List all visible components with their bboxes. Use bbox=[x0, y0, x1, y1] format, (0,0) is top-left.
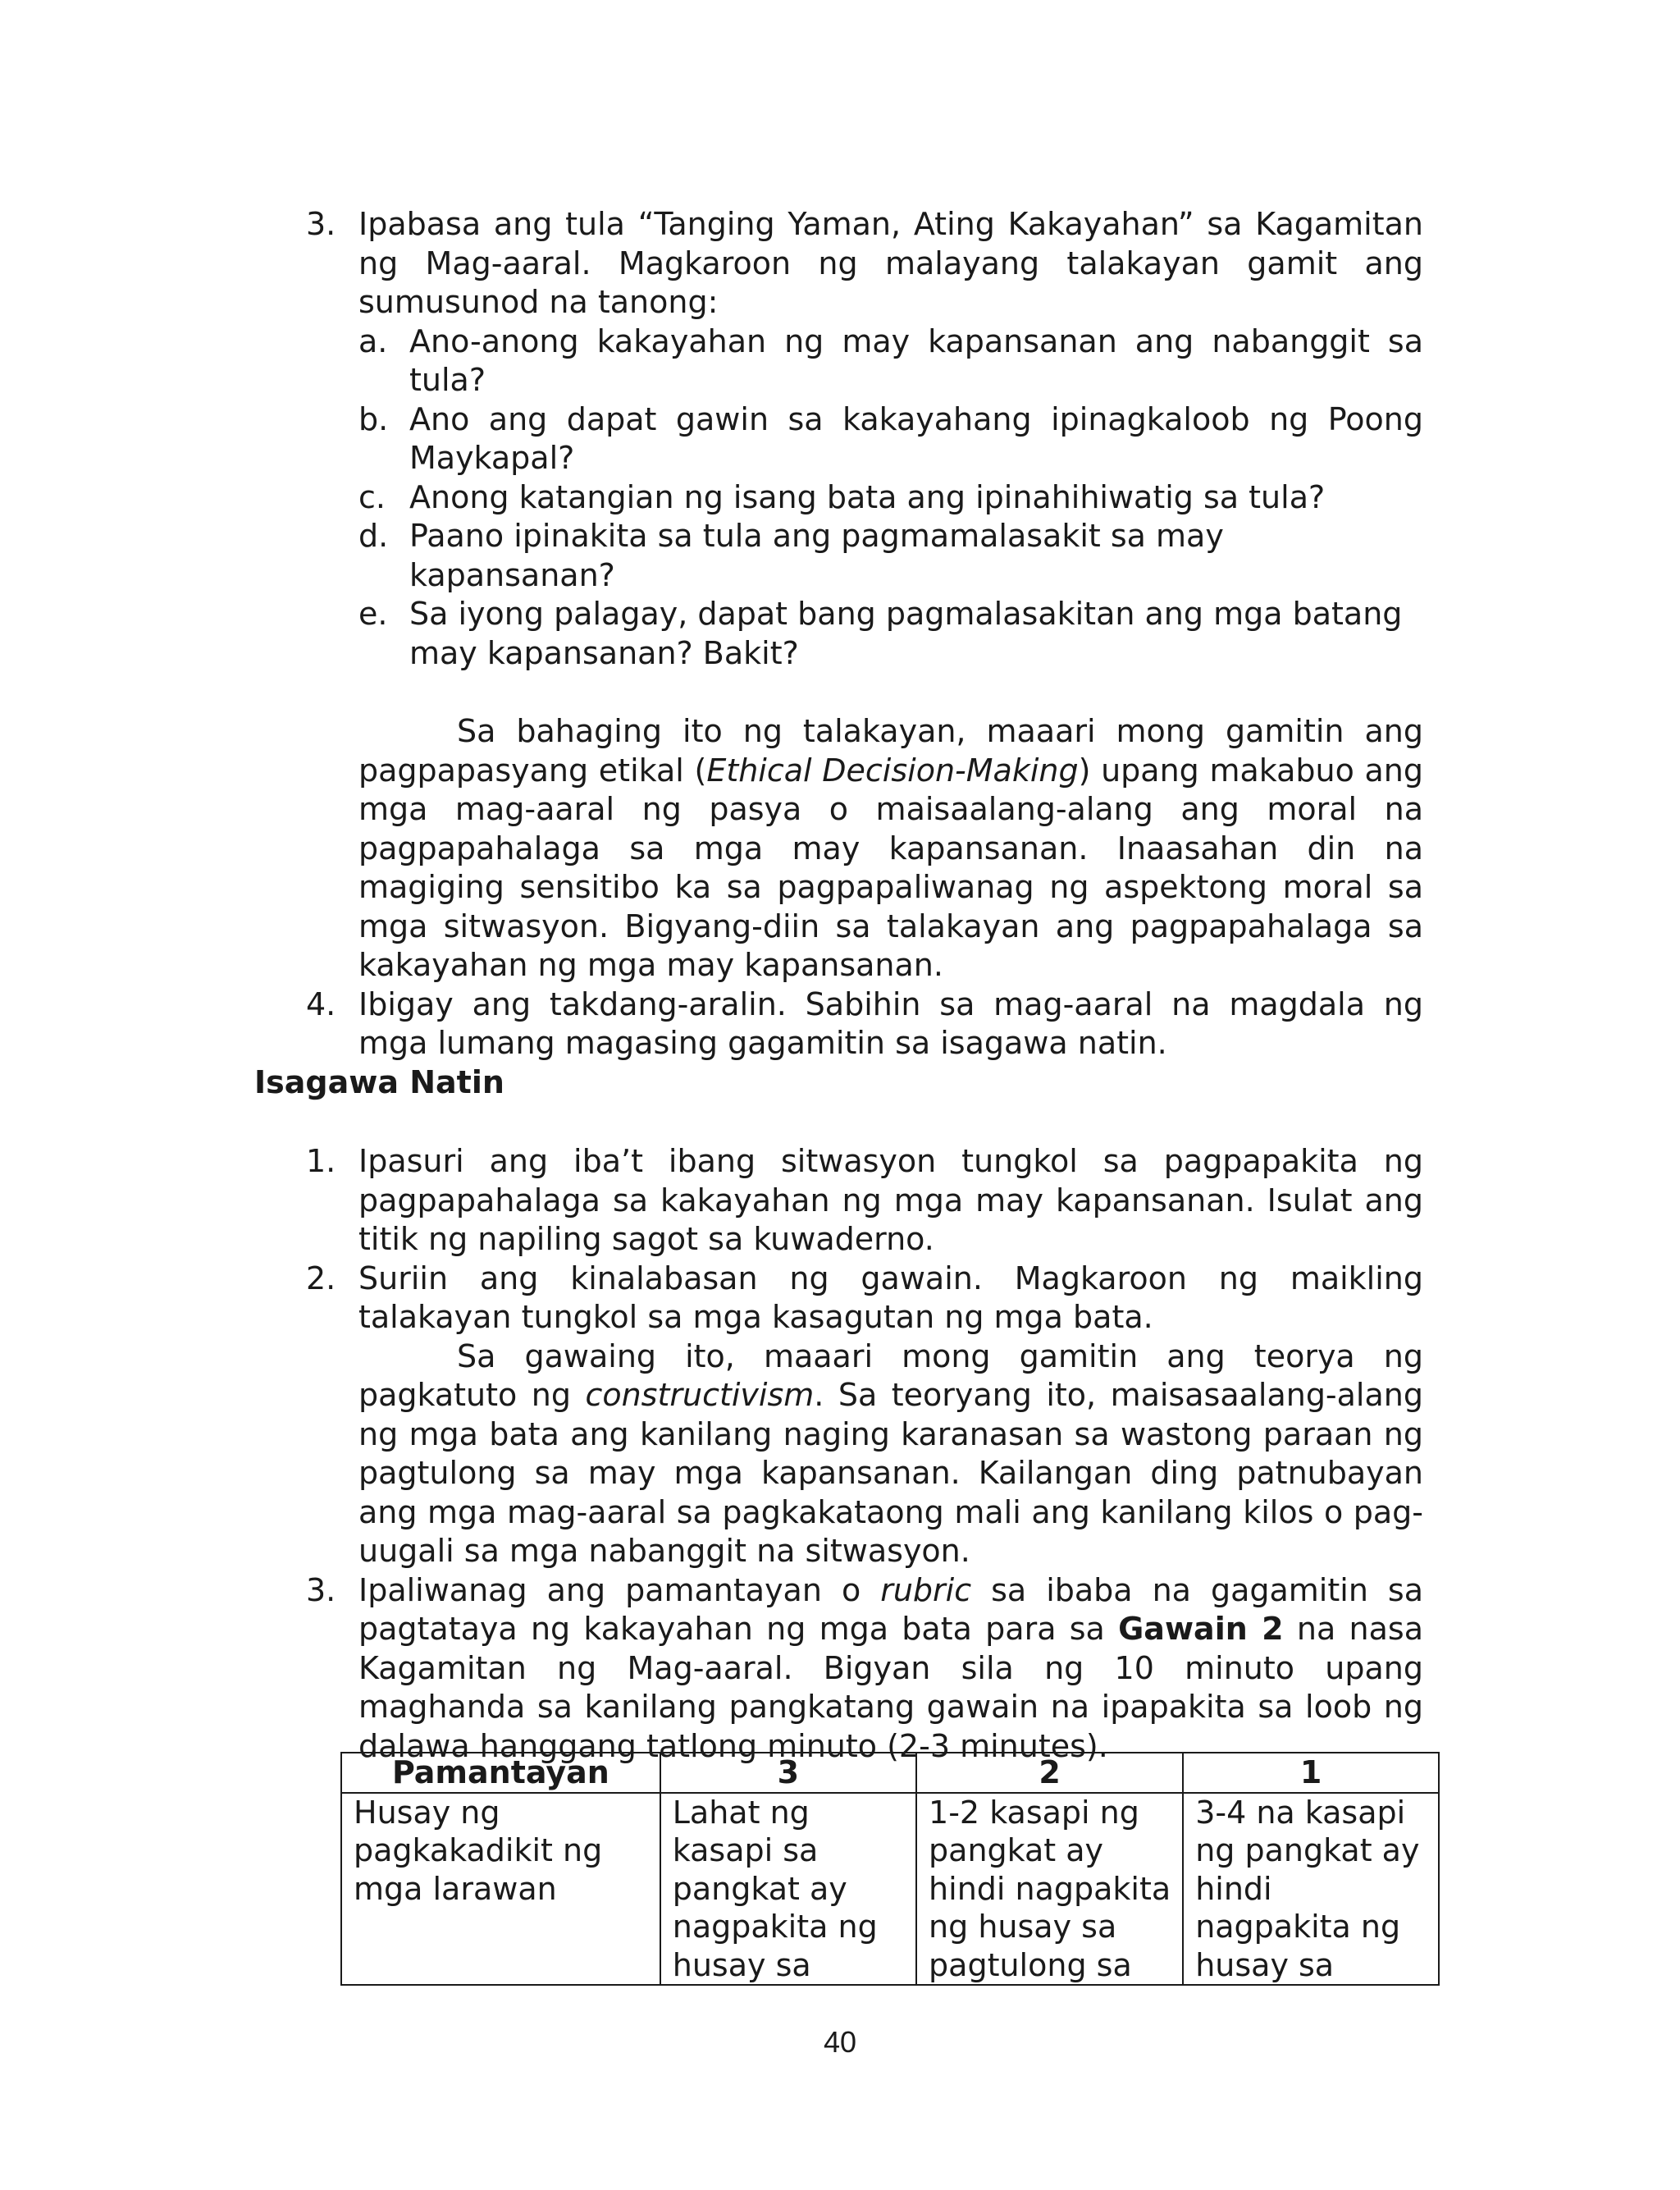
list-item-text: Suriin ang kinalabasan ng gawain. Magkaroon ng maikling talakayan tungkol sa mga kasagutan ng mga bata. bbox=[358, 1260, 1423, 1335]
table-cell-criterion: Husay ng pagkakadikit ng mga larawan bbox=[341, 1793, 660, 1986]
question-letter: e. bbox=[358, 596, 388, 632]
rubric-table bbox=[340, 1752, 1440, 1986]
discussion-paragraph: Sa bahaging ito ng talakayan, maaari mong gamitin ang pagpapasyang etikal (Ethical Decision-Making) upang makabuo ang mga mag-aaral ng pasya o maisaalang-alang ang moral na pagpapahalaga sa mga may kapansanan. Inaasahan din na magiging sensitibo ka sa pagpapaliwanag ng aspektong moral sa mga sitwasyon. Bigyang-diin sa talakayan ang pagpapahalaga sa kakayahan ng mga may kapansanan. bbox=[358, 713, 1424, 983]
list-item-text: Ipasuri ang iba’t ibang sitwasyon tungkol sa pagpapakita ng pagpapahalaga sa kakayahan ng mga may kapansanan. Isulat ang titik ng napiling sagot sa kuwaderno. bbox=[358, 1143, 1423, 1257]
list-number: 1. bbox=[306, 1143, 336, 1179]
table-cell-score-3: Lahat ng kasapi sa pangkat ay nagpakita ng husay sa bbox=[660, 1793, 916, 1986]
question-letter: b. bbox=[358, 400, 389, 437]
table-header-cell: 1 bbox=[1183, 1753, 1439, 1793]
list-item-text: Ibigay ang takdang-aralin. Sabihin sa mag-aaral na magdala ng mga lumang magasing gagamitin sa isagawa natin. bbox=[358, 985, 1423, 1061]
list-item-2 bbox=[306, 1260, 1423, 1337]
question-letter: d. bbox=[358, 518, 389, 554]
list-number: 2. bbox=[306, 1260, 336, 1296]
question-text: Anong katangian ng isang bata ang ipinahihiwatig sa tula? bbox=[409, 478, 1326, 515]
theory-paragraph: Sa gawaing ito, maaari mong gamitin ang teorya ng pagkatuto ng constructivism. Sa teoryang ito, maisasaalang-alang ng mga bata ang kanilang naging karanasan sa wastong paraan ng pagtulong sa may mga kapansanan. Kailangan ding patnubayan ang mga mag-aaral sa pagkakataong mali ang kanilang kilos o pag-uugali sa mga nabanggit na sitwasyon. bbox=[358, 1337, 1423, 1569]
table-header-row bbox=[341, 1753, 1439, 1793]
bold-term: Gawain 2 bbox=[1118, 1611, 1284, 1647]
page-number: 40 bbox=[823, 2025, 857, 2059]
italic-term: Ethical Decision-Making bbox=[706, 752, 1079, 789]
question-item-d bbox=[358, 517, 1423, 595]
question-text: Paano ipinakita sa tula ang pagmamalasakit sa may kapansanan? bbox=[409, 518, 1224, 593]
question-item-b bbox=[358, 400, 1423, 478]
section-heading: Isagawa Natin bbox=[254, 1064, 504, 1100]
section-gawin-list bbox=[306, 205, 1424, 1063]
question-text: Ano ang dapat gawin sa kakayahang ipinagkaloob ng Poong Maykapal? bbox=[409, 400, 1423, 476]
table-row bbox=[341, 1793, 1439, 1986]
table-cell-score-2: 1-2 kasapi ng pangkat ay hindi nagpakita ng husay sa pagtulong sa bbox=[916, 1793, 1183, 1986]
section-isagawa-list bbox=[306, 1142, 1423, 1766]
italic-term: constructivism bbox=[585, 1377, 815, 1413]
question-letter: a. bbox=[358, 322, 388, 359]
question-item-e bbox=[358, 595, 1418, 673]
question-text: Sa iyong palagay, dapat bang pagmalasakitan ang mga batang may kapansanan? Bakit? bbox=[409, 596, 1403, 671]
list-item-3 bbox=[306, 205, 1423, 322]
table-cell-score-1: 3-4 na kasapi ng pangkat ay hindi nagpakita ng husay sa bbox=[1183, 1793, 1439, 1986]
question-item-a bbox=[358, 322, 1423, 400]
list-item-3b: 3. Ipaliwanag ang pamantayan o rubric sa ibaba na gagamitin sa pagtataya ng kakayahan ng mga bata para sa Gawain 2 na nasa Kagamitan ng Mag-aaral. Bigyan sila ng 10 minuto upang maghanda sa kanilang pangkatang gawain na ipapakita sa loob ng dalawa hanggang tatlong minuto (2-3 minutes). bbox=[306, 1571, 1423, 1764]
question-text: Ano-anong kakayahan ng may kapansanan ang nabanggit sa tula? bbox=[409, 322, 1423, 398]
list-number: 4. bbox=[306, 985, 336, 1022]
list-number: 3. bbox=[306, 206, 336, 242]
list-item-1 bbox=[306, 1142, 1423, 1260]
list-number: 3. bbox=[306, 1571, 336, 1608]
question-item-c bbox=[358, 478, 1423, 518]
question-list bbox=[358, 322, 1423, 674]
table-header-cell: 3 bbox=[660, 1753, 916, 1793]
spacer bbox=[358, 673, 1423, 712]
table-header-cell: 2 bbox=[916, 1753, 1183, 1793]
question-letter: c. bbox=[358, 478, 386, 515]
table-header-cell: Pamantayan bbox=[341, 1753, 660, 1793]
list-item-4 bbox=[306, 985, 1423, 1063]
list-item-text: Ipabasa ang tula “Tanging Yaman, Ating Kakayahan” sa Kagamitan ng Mag-aaral. Magkaroon ng malayang talakayan gamit ang sumusunod na tanong: bbox=[358, 206, 1423, 320]
italic-term: rubric bbox=[880, 1571, 972, 1608]
